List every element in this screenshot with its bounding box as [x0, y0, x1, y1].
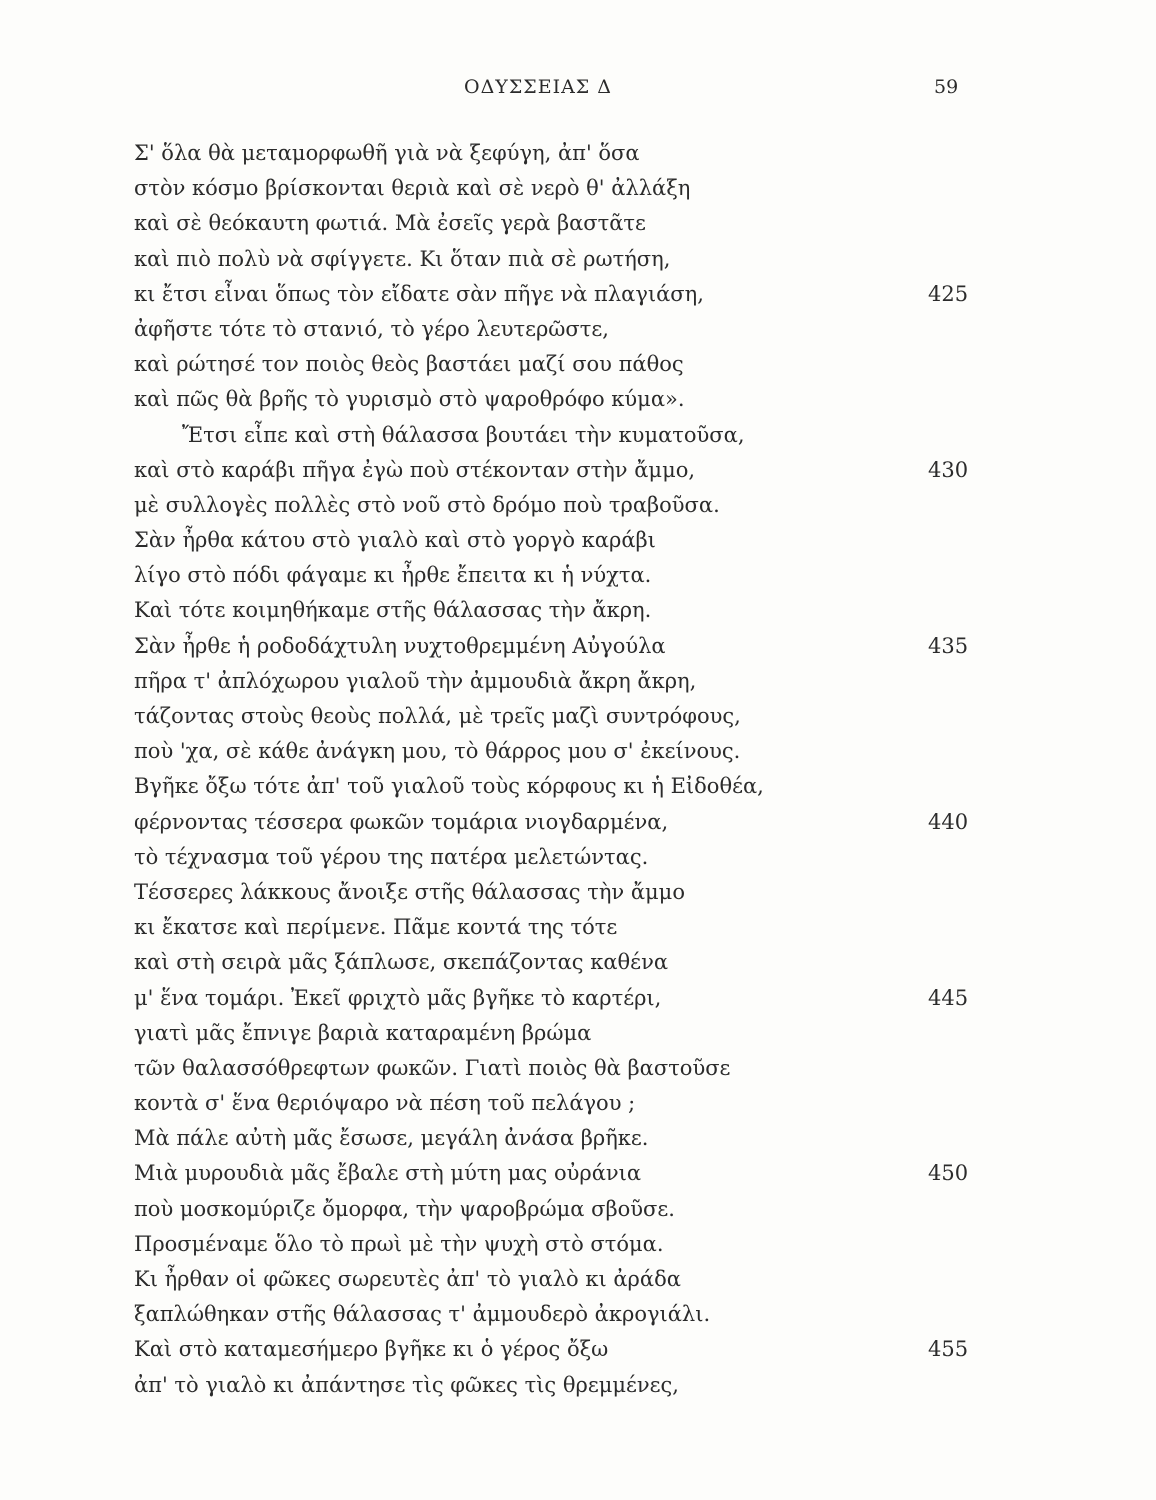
- verse-line: [134, 875, 994, 910]
- verse-line: [134, 910, 994, 945]
- verse-line: [134, 1156, 994, 1191]
- verse-line: [134, 453, 994, 488]
- verse-text: τῶν θαλασσόθρεφτων φωκῶν. Γιατὶ ποιὸς θὰ βαστοῦσε: [134, 1055, 731, 1080]
- verse-line: [134, 945, 994, 980]
- verse-text: Προσμέναμε ὅλο τὸ πρωὶ μὲ τὴν ψυχὴ στὸ στόμα.: [134, 1231, 664, 1256]
- line-number: 455: [928, 1337, 969, 1362]
- line-number: 440: [928, 809, 969, 834]
- verse-line: [134, 1016, 994, 1051]
- verse-text: γιατὶ μᾶς ἔπνιγε βαριὰ καταραμένη βρώμα: [134, 1020, 592, 1045]
- verse-text: κι ἔτσι εἶναι ὅπως τὸν εἴδατε σὰν πῆγε νὰ πλαγιάση,: [134, 281, 704, 306]
- verse-text: ποὺ 'χα, σὲ κάθε ἀνάγκη μου, τὸ θάρρος μου σ' ἐκείνους.: [134, 739, 741, 764]
- verse-line: [134, 840, 994, 875]
- verse-text: Καὶ τότε κοιμηθήκαμε στῆς θάλασσας τὴν ἄκρη.: [134, 598, 652, 623]
- verse-line: [134, 1227, 994, 1262]
- verse-text: ξαπλώθηκαν στῆς θάλασσας τ' ἀμμουδερὸ ἀκρογιάλι.: [134, 1302, 711, 1327]
- line-number: 435: [928, 633, 969, 658]
- verse-line: [134, 242, 994, 277]
- verse-line: [134, 1051, 994, 1086]
- verse-line: [134, 593, 994, 628]
- verse-line: [134, 312, 994, 347]
- verse-text: μ' ἕνα τομάρι. Ἐκεῖ φριχτὸ μᾶς βγῆκε τὸ καρτέρι,: [134, 985, 662, 1010]
- verse-text: ἀπ' τὸ γιαλὸ κι ἀπάντησε τὶς φῶκες τὶς θρεμμένες,: [134, 1372, 679, 1397]
- running-header-title: ΟΔΥΣΣΕΙΑΣ Δ: [464, 76, 612, 98]
- verse-text: τὸ τέχνασμα τοῦ γέρου της πατέρα μελετώντας.: [134, 844, 649, 869]
- verse-text: λίγο στὸ πόδι φάγαμε κι ἦρθε ἔπειτα κι ἡ νύχτα.: [134, 563, 652, 588]
- verse-line: [134, 1368, 994, 1403]
- verse-line: [134, 382, 994, 417]
- verse-line: [134, 734, 994, 769]
- verse-text: Βγῆκε ὄξω τότε ἀπ' τοῦ γιαλοῦ τοὺς κόρφους κι ἡ Εἰδοθέα,: [134, 774, 764, 799]
- verse-line: [134, 1121, 994, 1156]
- verse-text: καὶ στὴ σειρὰ μᾶς ξάπλωσε, σκεπάζοντας καθένα: [134, 950, 669, 975]
- verse-line: [134, 206, 994, 241]
- verse-line: [134, 418, 994, 453]
- line-number: 445: [928, 985, 969, 1010]
- verse-line: [134, 664, 994, 699]
- verse-line: [134, 136, 994, 171]
- verse-text: μὲ συλλογὲς πολλὲς στὸ νοῦ στὸ δρόμο ποὺ τραβοῦσα.: [134, 492, 720, 517]
- verse-text: Ἔτσι εἶπε καὶ στὴ θάλασσα βουτάει τὴν κυματοῦσα,: [182, 422, 745, 447]
- verse-text: κι ἔκατσε καὶ περίμενε. Πᾶμε κοντά της τότε: [134, 915, 618, 940]
- verse-line: [134, 805, 994, 840]
- verse-text: ποὺ μοσκομύριζε ὄμορφα, τὴν ψαροβρώμα σβοῦσε.: [134, 1196, 675, 1221]
- verse-line: [134, 629, 994, 664]
- verse-line: [134, 1086, 994, 1121]
- verse-line: [134, 523, 994, 558]
- verse-line: [134, 558, 994, 593]
- verse-text: καὶ πιὸ πολὺ νὰ σφίγγετε. Κι ὅταν πιὰ σὲ ρωτήση,: [134, 246, 671, 271]
- line-number: 430: [928, 457, 969, 482]
- verse-line: [134, 171, 994, 206]
- verse-line: [134, 769, 994, 804]
- verse-line: [134, 981, 994, 1016]
- verse-line: [134, 277, 994, 312]
- verse-text: τάζοντας στοὺς θεοὺς πολλά, μὲ τρεῖς μαζὶ συντρόφους,: [134, 704, 741, 728]
- line-number: 450: [928, 1161, 969, 1186]
- verse-text: φέρνοντας τέσσερα φωκῶν τομάρια νιογδαρμένα,: [134, 809, 669, 834]
- verse-text: Κι ἦρθαν οἱ φῶκες σωρευτὲς ἀπ' τὸ γιαλὸ κι ἀράδα: [134, 1267, 681, 1291]
- verse-text: Σὰν ἦρθε ἡ ροδοδάχτυλη νυχτοθρεμμένη Αὐγούλα: [134, 633, 666, 658]
- verse-text: καὶ πῶς θὰ βρῆς τὸ γυρισμὸ στὸ ψαροθρόφο κύμα».: [134, 387, 685, 412]
- verse-text: Καὶ στὸ καταμεσήμερο βγῆκε κι ὁ γέρος ὄξω: [134, 1337, 609, 1362]
- verse-line: [134, 1297, 994, 1332]
- verse-line: [134, 488, 994, 523]
- verse-line: [134, 1262, 994, 1297]
- verse-block: [134, 136, 994, 1403]
- verse-text: Μὰ πάλε αὐτὴ μᾶς ἔσωσε, μεγάλη ἀνάσα βρῆκε.: [134, 1126, 649, 1151]
- verse-text: καὶ ρώτησέ τον ποιὸς θεὸς βαστάει μαζί σου πάθος: [134, 352, 684, 377]
- verse-text: Μιὰ μυρουδιὰ μᾶς ἔβαλε στὴ μύτη μας οὐράνια: [134, 1161, 642, 1186]
- verse-line: [134, 1332, 994, 1367]
- verse-text: καὶ σὲ θεόκαυτη φωτιά. Μὰ ἐσεῖς γερὰ βαστᾶτε: [134, 211, 646, 236]
- verse-text: καὶ στὸ καράβι πῆγα ἐγὼ ποὺ στέκονταν στὴν ἄμμο,: [134, 457, 696, 482]
- verse-text: στὸν κόσμο βρίσκονται θεριὰ καὶ σὲ νερὸ θ' ἀλλάξη: [134, 176, 691, 201]
- verse-text: πῆρα τ' ἀπλόχωρου γιαλοῦ τὴν ἀμμουδιὰ ἄκρη ἄκρη,: [134, 668, 697, 693]
- verse-text: Σ' ὅλα θὰ μεταμορφωθῆ γιὰ νὰ ξεφύγη, ἀπ' ὅσα: [134, 141, 640, 165]
- verse-text: Τέσσερες λάκκους ἄνοιξε στῆς θάλασσας τὴν ἄμμο: [134, 879, 685, 904]
- verse-text: Σὰν ἦρθα κάτου στὸ γιαλὸ καὶ στὸ γοργὸ καράβι: [134, 528, 656, 553]
- verse-line: [134, 347, 994, 382]
- page-number: 59: [934, 76, 959, 98]
- verse-line: [134, 699, 994, 734]
- verse-line: [134, 1192, 994, 1227]
- line-number: 425: [928, 281, 969, 306]
- verse-text: κοντὰ σ' ἕνα θεριόψαρο νὰ πέση τοῦ πελάγου ;: [134, 1091, 636, 1116]
- verse-text: ἀφῆστε τότε τὸ στανιό, τὸ γέρο λευτερῶστε,: [134, 316, 609, 341]
